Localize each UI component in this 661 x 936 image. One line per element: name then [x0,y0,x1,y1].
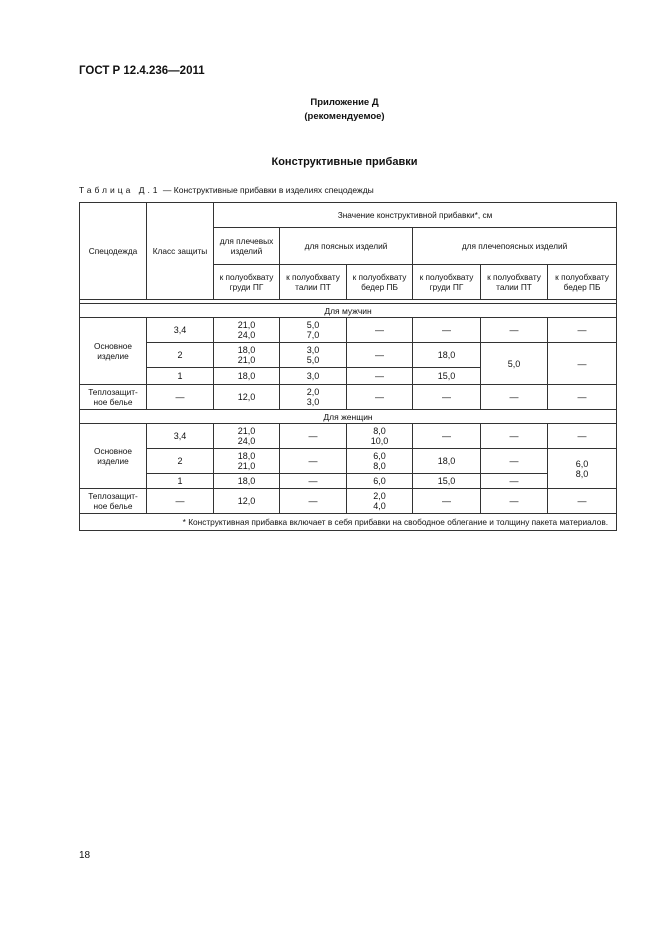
value-cell: — [548,318,617,343]
garment-thermal-men: Теплозащит-ное белье [80,385,147,410]
garment-main-women: Основное изделие [80,424,147,489]
garment-main-men: Основное изделие [80,318,147,385]
value-cell: — [280,449,347,474]
value-cell: — [347,385,413,410]
class-cell: 1 [147,368,214,385]
class-cell: 2 [147,449,214,474]
value-cell: — [481,449,548,474]
page-number: 18 [79,850,91,861]
class-cell: 3,4 [147,318,214,343]
appendix-heading [0,96,661,124]
document-code: ГОСТ Р 12.4.236—2011 [79,65,205,77]
footnote-row [80,514,617,531]
value-cell: 2,0 4,0 [347,489,413,514]
group-label-men: Для мужчин [80,304,617,318]
table-caption [79,185,374,195]
appendix-title: Приложение Д [310,97,379,108]
header-col-3: к полуобхвату бедер ПБ [347,265,413,300]
header-value: Значение конструктивной прибавки*, см [214,203,617,228]
value-cell: 21,0 24,0 [214,318,280,343]
class-cell: 3,4 [147,424,214,449]
class-cell: — [147,489,214,514]
class-cell: 1 [147,474,214,489]
value-cell: — [548,424,617,449]
value-cell: 12,0 [214,489,280,514]
value-cell: 15,0 [413,474,481,489]
table-row [80,489,617,514]
value-cell: 21,0 24,0 [214,424,280,449]
value-cell: — [347,318,413,343]
header-class: Класс защиты [147,203,214,300]
header-col-2: к полуобхвату талии ПТ [280,265,347,300]
garment-thermal-women: Теплозащит-ное белье [80,489,147,514]
value-cell: — [280,489,347,514]
value-cell: — [481,318,548,343]
section-title: Конструктивные прибавки [271,156,418,168]
allowances-table [79,202,617,531]
header-col-6: к полуобхвату бедер ПБ [548,265,617,300]
value-cell: — [548,489,617,514]
header-col-5: к полуобхвату талии ПТ [481,265,548,300]
value-cell: — [347,368,413,385]
value-cell: 6,0 8,0 [347,449,413,474]
table-caption-text: Конструктивные прибавки в изделиях спецодежды [173,185,374,195]
header-shoulder-waist: для плечепоясных изделий [413,228,617,265]
value-cell: 12,0 [214,385,280,410]
value-cell: 5,0 [481,343,548,385]
table-row [80,343,617,368]
header-row-1 [80,203,617,228]
value-cell: — [413,385,481,410]
header-garment: Спецодежда [80,203,147,300]
value-cell: 18,0 21,0 [214,449,280,474]
value-cell: — [280,424,347,449]
header-col-4: к полуобхвату груди ПГ [413,265,481,300]
table-row [80,424,617,449]
value-cell: 3,0 [280,368,347,385]
value-cell: — [413,318,481,343]
class-cell: — [147,385,214,410]
value-cell: 18,0 [413,449,481,474]
header-shoulder: для плечевых изделий [214,228,280,265]
group-row-men [80,304,617,318]
value-cell: — [481,424,548,449]
group-label-women: Для женщин [80,410,617,424]
table-row [80,474,617,489]
footnote: * Конструктивная прибавка включает в себя прибавки на свободное облегание и толщину пакета материалов. [80,514,617,531]
value-cell: 3,0 5,0 [280,343,347,368]
value-cell: — [280,474,347,489]
group-row-women [80,410,617,424]
value-cell: — [481,489,548,514]
table-caption-dash: — [162,185,172,195]
value-cell: — [548,385,617,410]
value-cell: 5,0 7,0 [280,318,347,343]
value-cell: 18,0 [214,474,280,489]
value-cell: 18,0 [413,343,481,368]
header-col-1: к полуобхвату груди ПГ [214,265,280,300]
value-cell: — [548,343,617,385]
value-cell: 6,0 8,0 [548,449,617,489]
table-row [80,449,617,474]
value-cell: — [413,489,481,514]
value-cell: — [413,424,481,449]
value-cell: — [481,474,548,489]
value-cell: 8,0 10,0 [347,424,413,449]
value-cell: 6,0 [347,474,413,489]
class-cell: 2 [147,343,214,368]
value-cell: 2,0 3,0 [280,385,347,410]
table-row [80,318,617,343]
value-cell: — [481,385,548,410]
header-waist: для поясных изделий [280,228,413,265]
value-cell: 15,0 [413,368,481,385]
value-cell: — [347,343,413,368]
value-cell: 18,0 [214,368,280,385]
table-row [80,385,617,410]
table-caption-label: Таблица Д.1 [79,185,161,195]
appendix-subtitle: (рекомендуемое) [304,111,385,122]
value-cell: 18,0 21,0 [214,343,280,368]
